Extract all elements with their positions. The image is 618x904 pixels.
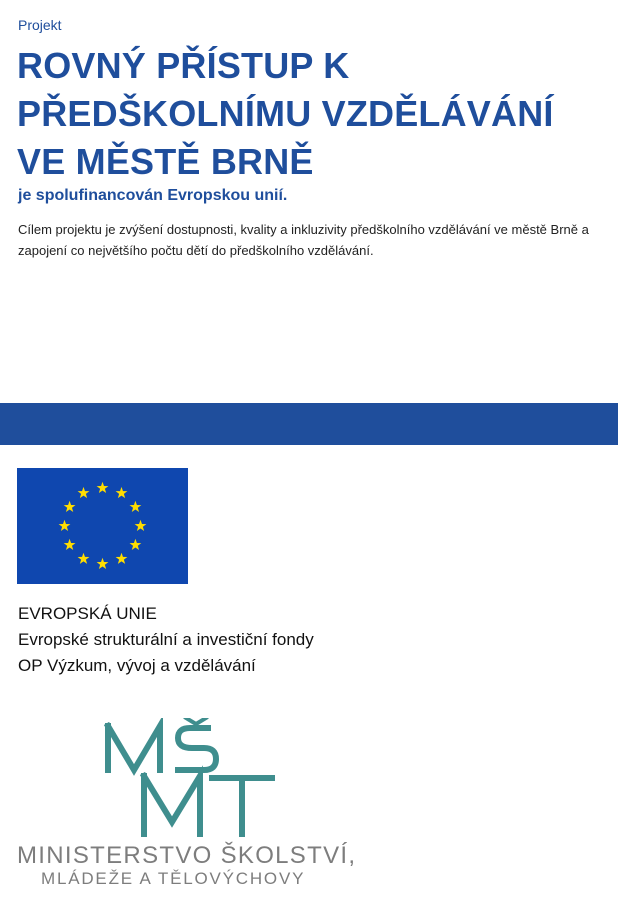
cofinancing-statement: je spolufinancován Evropskou unií. bbox=[18, 187, 288, 204]
eu-flag-icon bbox=[17, 468, 188, 584]
project-description: Cílem projektu je zvýšení dostupnosti, kvality a inkluzivity předškolního vzdělávání ve městě Brně a zapojení co největšího počtu dětí do předškolního vzdělávání. bbox=[18, 222, 589, 258]
project-label: Projekt bbox=[18, 17, 62, 33]
ministry-name-line1: MINISTERSTVO ŠKOLSTVÍ, bbox=[17, 842, 357, 869]
op-programme-name: OP Výzkum, vývoj a vzdělávání bbox=[18, 656, 256, 675]
eu-funds-name: Evropské strukturální a investiční fondy bbox=[18, 630, 314, 649]
msmt-logo bbox=[100, 718, 280, 838]
eu-name: EVROPSKÁ UNIE bbox=[18, 604, 157, 623]
project-title-line: ROVNÝ PŘÍSTUP K bbox=[17, 45, 350, 86]
blue-divider-band bbox=[0, 403, 618, 445]
project-title-line: PŘEDŠKOLNÍMU VZDĚLÁVÁNÍ bbox=[17, 93, 554, 134]
eu-funding-text bbox=[18, 601, 314, 679]
ministry-name-line2: MLÁDEŽE A TĚLOVÝCHOVY bbox=[41, 869, 306, 888]
project-title bbox=[17, 42, 607, 186]
project-title-line: VE MĚSTĚ BRNĚ bbox=[17, 141, 314, 182]
